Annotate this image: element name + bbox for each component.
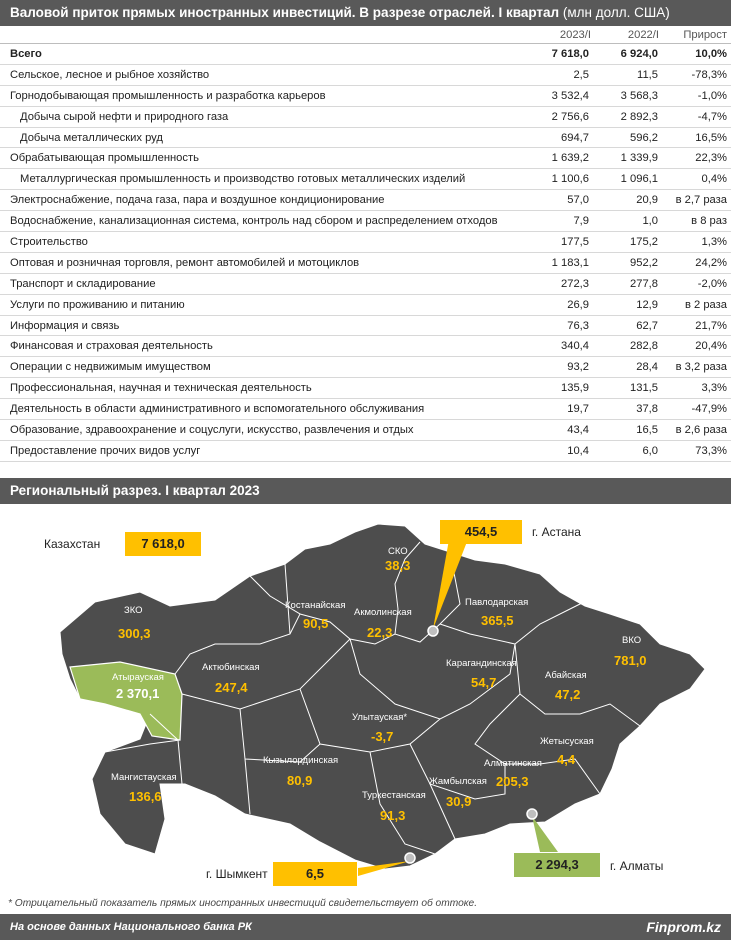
region-value: 136,6 [129,789,162,804]
region-name: Кызылординская [263,755,339,766]
value-2022: 282,8 [630,340,658,353]
value-2023: 76,3 [567,319,589,332]
value-2022: 6 924,0 [620,48,658,60]
value-2023: 694,7 [561,131,589,144]
value-2023: 1 639,2 [551,152,589,165]
value-2023: 19,7 [567,403,589,416]
value-2022: 175,2 [630,236,658,249]
industry-name: Транспорт и складирование [10,277,156,290]
industry-name: Водоснабжение, канализационная система, контроль над сбором и распределением отходов [10,215,498,228]
region-name: Абайская [545,670,587,681]
growth-value: -47,9% [691,403,727,416]
column-2022: 2022/I [627,29,659,41]
region-name: Жетысуская [540,736,594,747]
region-value: 205,3 [496,774,529,789]
growth-value: 16,5% [695,131,727,144]
title-unit: (млн долл. США) [562,5,670,20]
region-name: ВКО [622,635,642,646]
kazakhstan-map [0,504,731,893]
page-title [0,0,731,26]
region-value: 80,9 [287,773,313,788]
region-value: -3,7 [371,729,394,744]
table-row [0,441,731,462]
industry-name: Обрабатывающая промышленность [10,152,199,165]
value-2022: 131,5 [630,382,658,395]
region-name: Акмолинская [354,607,412,618]
industry-name: Электроснабжение, подача газа, пара и воздушное кондиционирование [10,194,385,207]
almaty-value: 2 294,3 [514,853,600,877]
region-value: 781,0 [614,653,647,668]
value-2022: 37,8 [636,403,658,416]
region-name: Актюбинская [202,662,260,673]
region-value: 247,4 [215,680,248,695]
column-2023: 2023/I [559,29,591,41]
value-2023: 135,9 [561,382,589,395]
value-2023: 93,2 [567,361,589,374]
value-2022: 1 339,9 [620,152,658,165]
table-row [0,316,731,337]
value-2023: 7,9 [573,215,589,228]
region-value: 2 370,1 [116,686,160,701]
brand-logo: Finprom.kz [646,919,721,935]
table-row [0,399,731,420]
region-name: Жамбылская [429,776,487,787]
value-2022: 11,5 [637,68,658,81]
growth-value: 24,2% [695,256,727,269]
region-value: 91,3 [380,808,406,823]
shymkent-marker [405,853,415,863]
region-name: СКО [388,546,408,557]
value-2022: 277,8 [630,277,658,290]
value-2023: 26,9 [567,298,589,311]
industry-table [0,26,731,462]
value-2022: 3 568,3 [620,89,658,102]
table-row [0,107,731,128]
industry-name: Строительство [10,236,88,249]
region-value: 47,2 [555,687,581,702]
region-value: 22,3 [367,625,393,640]
value-2023: 57,0 [567,194,589,207]
astana-value: 454,5 [440,520,522,544]
table-row [0,211,731,232]
table-row [0,169,731,190]
industry-name: Сельское, лесное и рыбное хозяйство [10,68,210,81]
industry-name: Финансовая и страховая деятельность [10,340,213,353]
industry-name: Добыча сырой нефти и природного газа [20,110,229,123]
value-2022: 2 892,3 [620,110,658,123]
value-2023: 10,4 [567,444,589,457]
value-2023: 177,5 [561,236,589,249]
industry-name: Профессиональная, научная и техническая деятельность [10,382,312,395]
industry-name: Деятельность в области административного и вспомогательного обслуживания [10,403,425,416]
growth-value: -2,0% [697,277,727,290]
growth-value: 73,3% [695,444,727,457]
value-2022: 1,0 [642,215,658,228]
value-2022: 62,7 [636,319,658,332]
value-2023: 1 183,1 [551,256,589,269]
value-2023: 1 100,6 [551,173,589,186]
region-name: Улытауская* [352,712,408,723]
table-row [0,86,731,107]
table-row [0,336,731,357]
table-body [0,44,731,462]
shymkent-label: г. Шымкент [206,867,268,881]
industry-name: Операции с недвижимым имуществом [10,361,211,374]
region-name: Костанайская [285,600,346,611]
table-row [0,190,731,211]
table-row [0,420,731,441]
value-2022: 6,0 [642,444,658,457]
growth-value: в 2 раза [684,298,727,311]
footer [0,914,731,940]
industry-name: Образование, здравоохранение и соцуслуги, искусство, развлечения и отдых [10,424,414,437]
industry-name: Горнодобывающая промышленность и разработка карьеров [10,89,326,102]
table-header [0,26,731,44]
almaty-marker [527,809,537,819]
region-value: 90,5 [303,616,329,631]
astana-label: г. Астана [532,525,581,539]
value-2023: 272,3 [561,277,589,290]
kazakhstan-label: Казахстан [44,537,101,551]
region-name: Атырауская [112,672,164,683]
region-value: 4,4 [557,752,576,767]
value-2022: 16,5 [636,424,658,437]
value-2022: 596,2 [630,131,658,144]
region-name: Туркестанская [362,790,426,801]
industry-name: Услуги по проживанию и питанию [10,298,185,311]
industry-name: Информация и связь [10,319,120,332]
value-2023: 43,4 [567,424,589,437]
growth-value: в 3,2 раза [675,361,727,374]
growth-value: -1,0% [697,89,727,102]
column-growth: Прирост [683,29,727,41]
footnote: * Отрицательный показатель прямых иностранных инвестиций свидетельствует об оттоке. [8,898,478,909]
growth-value: 20,4% [695,340,727,353]
astana-marker [428,626,438,636]
industry-name: Металлургическая промышленность и производство готовых металлических изделий [20,173,466,186]
growth-value: 10,0% [695,48,727,60]
region-name: Мангистауская [111,772,177,783]
shymkent-value: 6,5 [273,862,357,886]
value-2022: 12,9 [636,298,658,311]
value-2022: 20,9 [636,194,658,207]
industry-name: Оптовая и розничная торговля, ремонт автомобилей и мотоциклов [10,256,360,269]
table-row [0,148,731,169]
table-row [0,295,731,316]
growth-value: в 2,6 раза [675,424,727,437]
value-2022: 28,4 [636,361,658,374]
table-row [0,274,731,295]
value-2023: 2 756,6 [551,110,589,123]
region-value: 365,5 [481,613,514,628]
growth-value: 21,7% [695,319,727,332]
value-2023: 2,5 [573,68,589,81]
growth-value: 1,3% [701,236,727,249]
growth-value: -4,7% [697,110,727,123]
region-name: Карагандинская [446,658,517,669]
growth-value: -78,3% [691,68,727,81]
table-row [0,378,731,399]
value-2022: 1 096,1 [620,173,658,186]
region-value: 30,9 [446,794,472,809]
source-text: На основе данных Национального банка РК [10,921,252,933]
value-2023: 3 532,4 [551,89,589,102]
region-name: Павлодарская [465,597,529,608]
growth-value: 0,4% [701,173,727,186]
region-name: Алматинская [484,758,542,769]
industry-name: Предоставление прочих видов услуг [10,444,201,457]
region-value: 300,3 [118,626,151,641]
almaty-label: г. Алматы [610,859,664,873]
value-2022: 952,2 [630,256,658,269]
growth-value: 3,3% [701,382,727,395]
kazakhstan-total: 7 618,0 [125,532,201,556]
region-value: 38,3 [385,558,411,573]
regional-map [0,504,731,893]
growth-value: 22,3% [695,152,727,165]
growth-value: в 8 раз [691,215,727,228]
region-value: 54,7 [471,675,497,690]
table-row [0,65,731,86]
table-row [0,357,731,378]
table-row [0,44,731,65]
value-2023: 340,4 [561,340,589,353]
table-row [0,253,731,274]
region-name: ЗКО [124,605,143,616]
table-row [0,128,731,149]
value-2023: 7 618,0 [551,48,589,60]
growth-value: в 2,7 раза [675,194,727,207]
industry-name: Добыча металлических руд [20,131,163,144]
title-text: Валовой приток прямых иностранных инвестиций. В разрезе отраслей. I квартал [10,5,560,20]
table-row [0,232,731,253]
industry-name: Всего [10,48,42,60]
regional-title: Региональный разрез. I квартал 2023 [0,478,731,504]
